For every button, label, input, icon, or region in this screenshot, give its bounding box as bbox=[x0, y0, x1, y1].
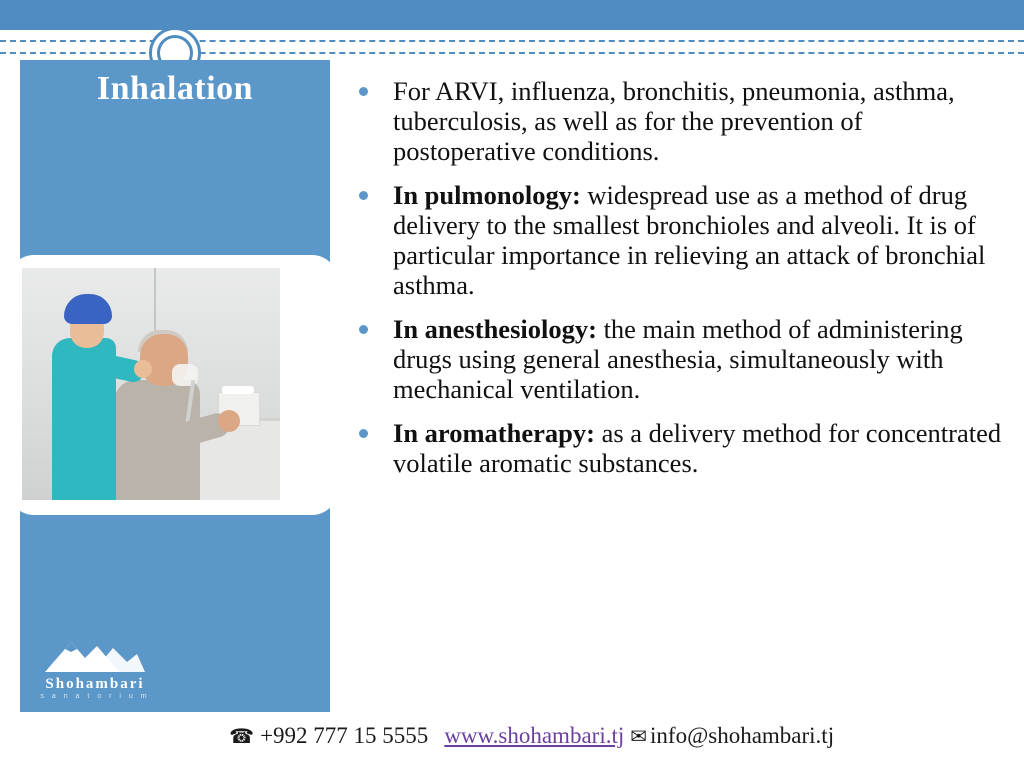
inhalation-photo bbox=[22, 268, 280, 500]
top-decorative-band bbox=[0, 0, 1024, 30]
bullet-dot-icon bbox=[359, 87, 368, 96]
page-title: Inhalation bbox=[96, 70, 254, 107]
bullet-lead: In aromatherapy: bbox=[393, 418, 595, 448]
mountain-icon bbox=[41, 632, 149, 676]
footer-phone-1[interactable] bbox=[20, 723, 229, 749]
list-item bbox=[345, 314, 1005, 404]
bullet-content bbox=[345, 76, 1005, 492]
envelope-icon: ✉ bbox=[630, 725, 648, 748]
bullet-dot-icon bbox=[359, 429, 368, 438]
logo-subtitle: s a n a t o r i u m bbox=[40, 693, 150, 700]
logo bbox=[30, 632, 160, 700]
list-item bbox=[345, 76, 1005, 166]
photo-patient-hand bbox=[218, 410, 240, 432]
bullet-lead: In pulmonology: bbox=[393, 180, 581, 210]
footer-phone-1-label: +992 881 25 5555 bbox=[50, 723, 220, 748]
phone-icon: ☎ bbox=[229, 725, 255, 748]
footer-website-label: www.shohambari.tj bbox=[444, 723, 625, 748]
footer-email[interactable] bbox=[630, 723, 834, 749]
bullet-text: widespread use as a method of drug delivery to the smallest bronchioles and alveoli. It is of particular importance in relieving an attack of bronchial asthma. bbox=[393, 180, 986, 300]
bullet-text: the main method of administering drugs using general anesthesia, simultaneously with mechanical ventilation. bbox=[393, 314, 963, 404]
footer-contacts bbox=[20, 716, 1010, 756]
bullet-text: For ARVI, influenza, bronchitis, pneumonia, asthma, tuberculosis, as well as for the prevention of postoperative conditions. bbox=[393, 76, 955, 166]
bullet-text: as a delivery method for concentrated volatile aromatic substances. bbox=[393, 418, 1002, 478]
bullet-list bbox=[345, 76, 1005, 478]
photo-nurse-hand bbox=[134, 360, 152, 378]
list-item bbox=[345, 180, 1005, 300]
phone-icon: ☎ bbox=[20, 725, 45, 748]
list-item bbox=[345, 418, 1005, 478]
footer-email-label: info@shohambari.tj bbox=[650, 723, 835, 748]
logo-name: Shohambari bbox=[45, 676, 145, 692]
photo-tissue-box-top bbox=[222, 386, 254, 394]
footer-website-link[interactable] bbox=[444, 723, 630, 749]
footer-phone-2[interactable] bbox=[229, 723, 444, 749]
bullet-lead: In anesthesiology: bbox=[393, 314, 597, 344]
bullet-dot-icon bbox=[359, 325, 368, 334]
footer-phone-2-label: +992 777 15 5555 bbox=[260, 723, 429, 748]
bullet-dot-icon bbox=[359, 191, 368, 200]
